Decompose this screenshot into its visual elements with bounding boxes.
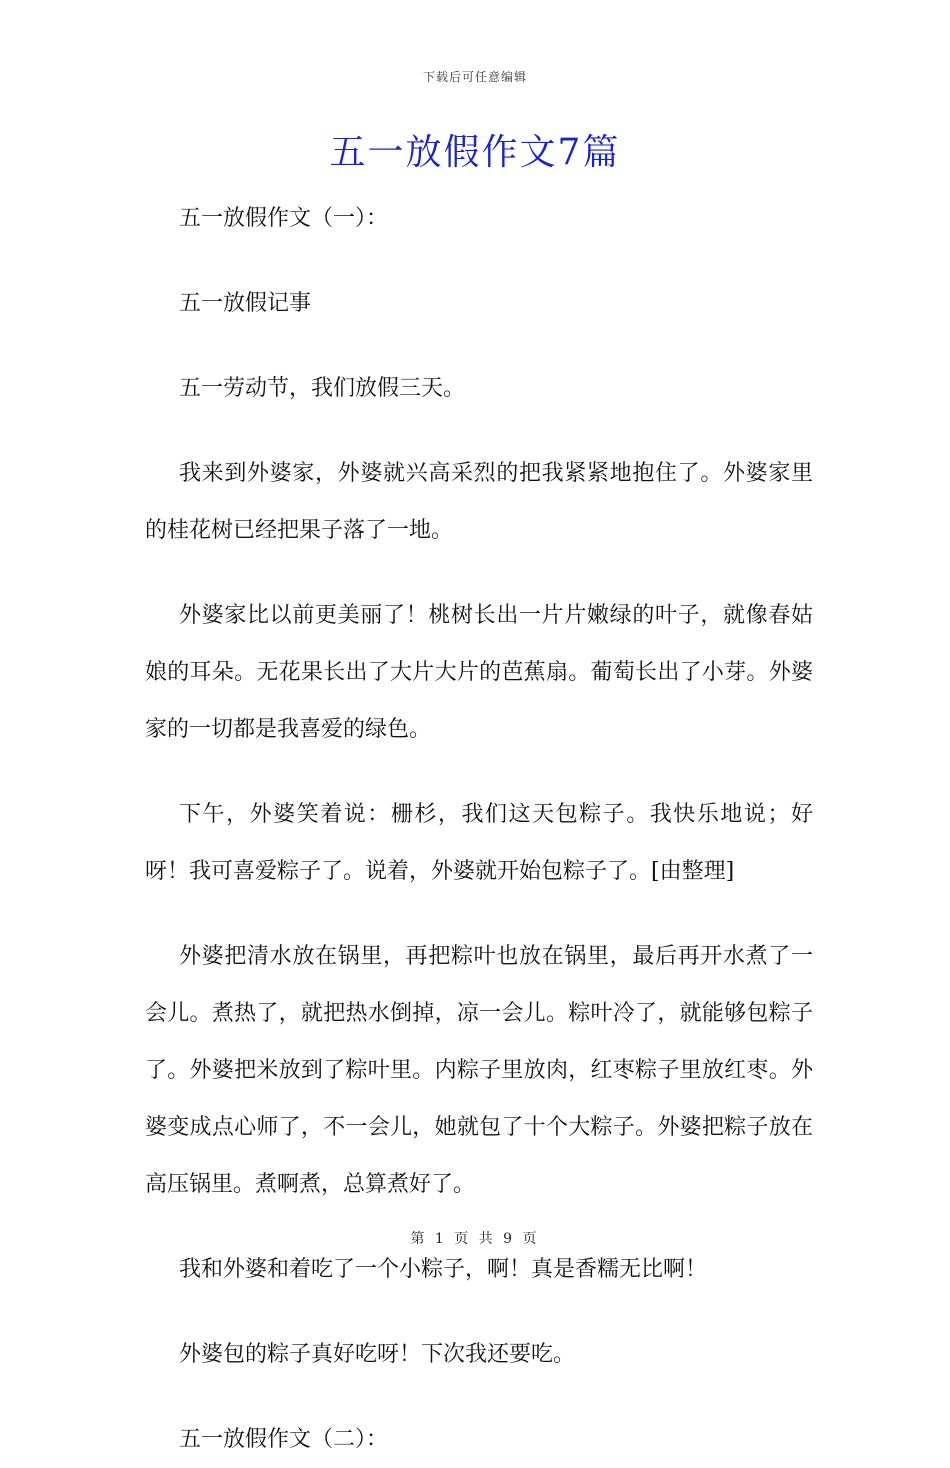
paragraph: 我和外婆和着吃了一个小粽子，啊！真是香糯无比啊！ (179, 1257, 708, 1282)
document-body (145, 190, 813, 1468)
paragraph-essay-2-heading: 五一放假作文（二）： (179, 1427, 389, 1452)
paragraph: 我来到外婆家，外婆就兴高采烈的把我紧紧地抱住了。外婆家里的桂花树已经把果子落了一地。 (145, 461, 813, 543)
paragraph: 外婆家比以前更美丽了！桃树长出一片片嫩绿的叶子，就像春姑娘的耳朵。无花果长出了大片大片的芭蕉扇。葡萄长出了小芽。外婆家的一切都是我喜爱的绿色。 (145, 603, 813, 742)
header-note: 下载后可任意编辑 (422, 70, 527, 84)
paragraph-essay-1-subtitle: 五一放假记事 (179, 291, 312, 316)
document-title: 五一放假作文7篇 (329, 132, 621, 173)
page-number: 第 1 页 共 9 页 (410, 1231, 540, 1247)
paragraph: 外婆把清水放在锅里，再把粽叶也放在锅里，最后再开水煮了一会儿。煮热了，就把热水倒掉，凉一会儿。粽叶冷了，就能够包粽子了。外婆把米放到了粽叶里。内粽子里放肉，红枣粽子里放红枣。外婆变成点心师了，不一会儿，她就包了十个大粽子。外婆把粽子放在高压锅里。煮啊煮，总算煮好了。 (145, 944, 813, 1197)
paragraph: 五一劳动节，我们放假三天。 (179, 376, 466, 401)
paragraph-essay-1-heading: 五一放假作文（一）： (179, 206, 389, 231)
paragraph: 下午，外婆笑着说：栅杉，我们这天包粽子。我快乐地说；好呀！我可喜爱粽子了。说着，外婆就开始包粽子了。[由整理] (145, 802, 813, 884)
paragraph: 外婆包的粽子真好吃呀！下次我还要吃。 (179, 1342, 576, 1367)
